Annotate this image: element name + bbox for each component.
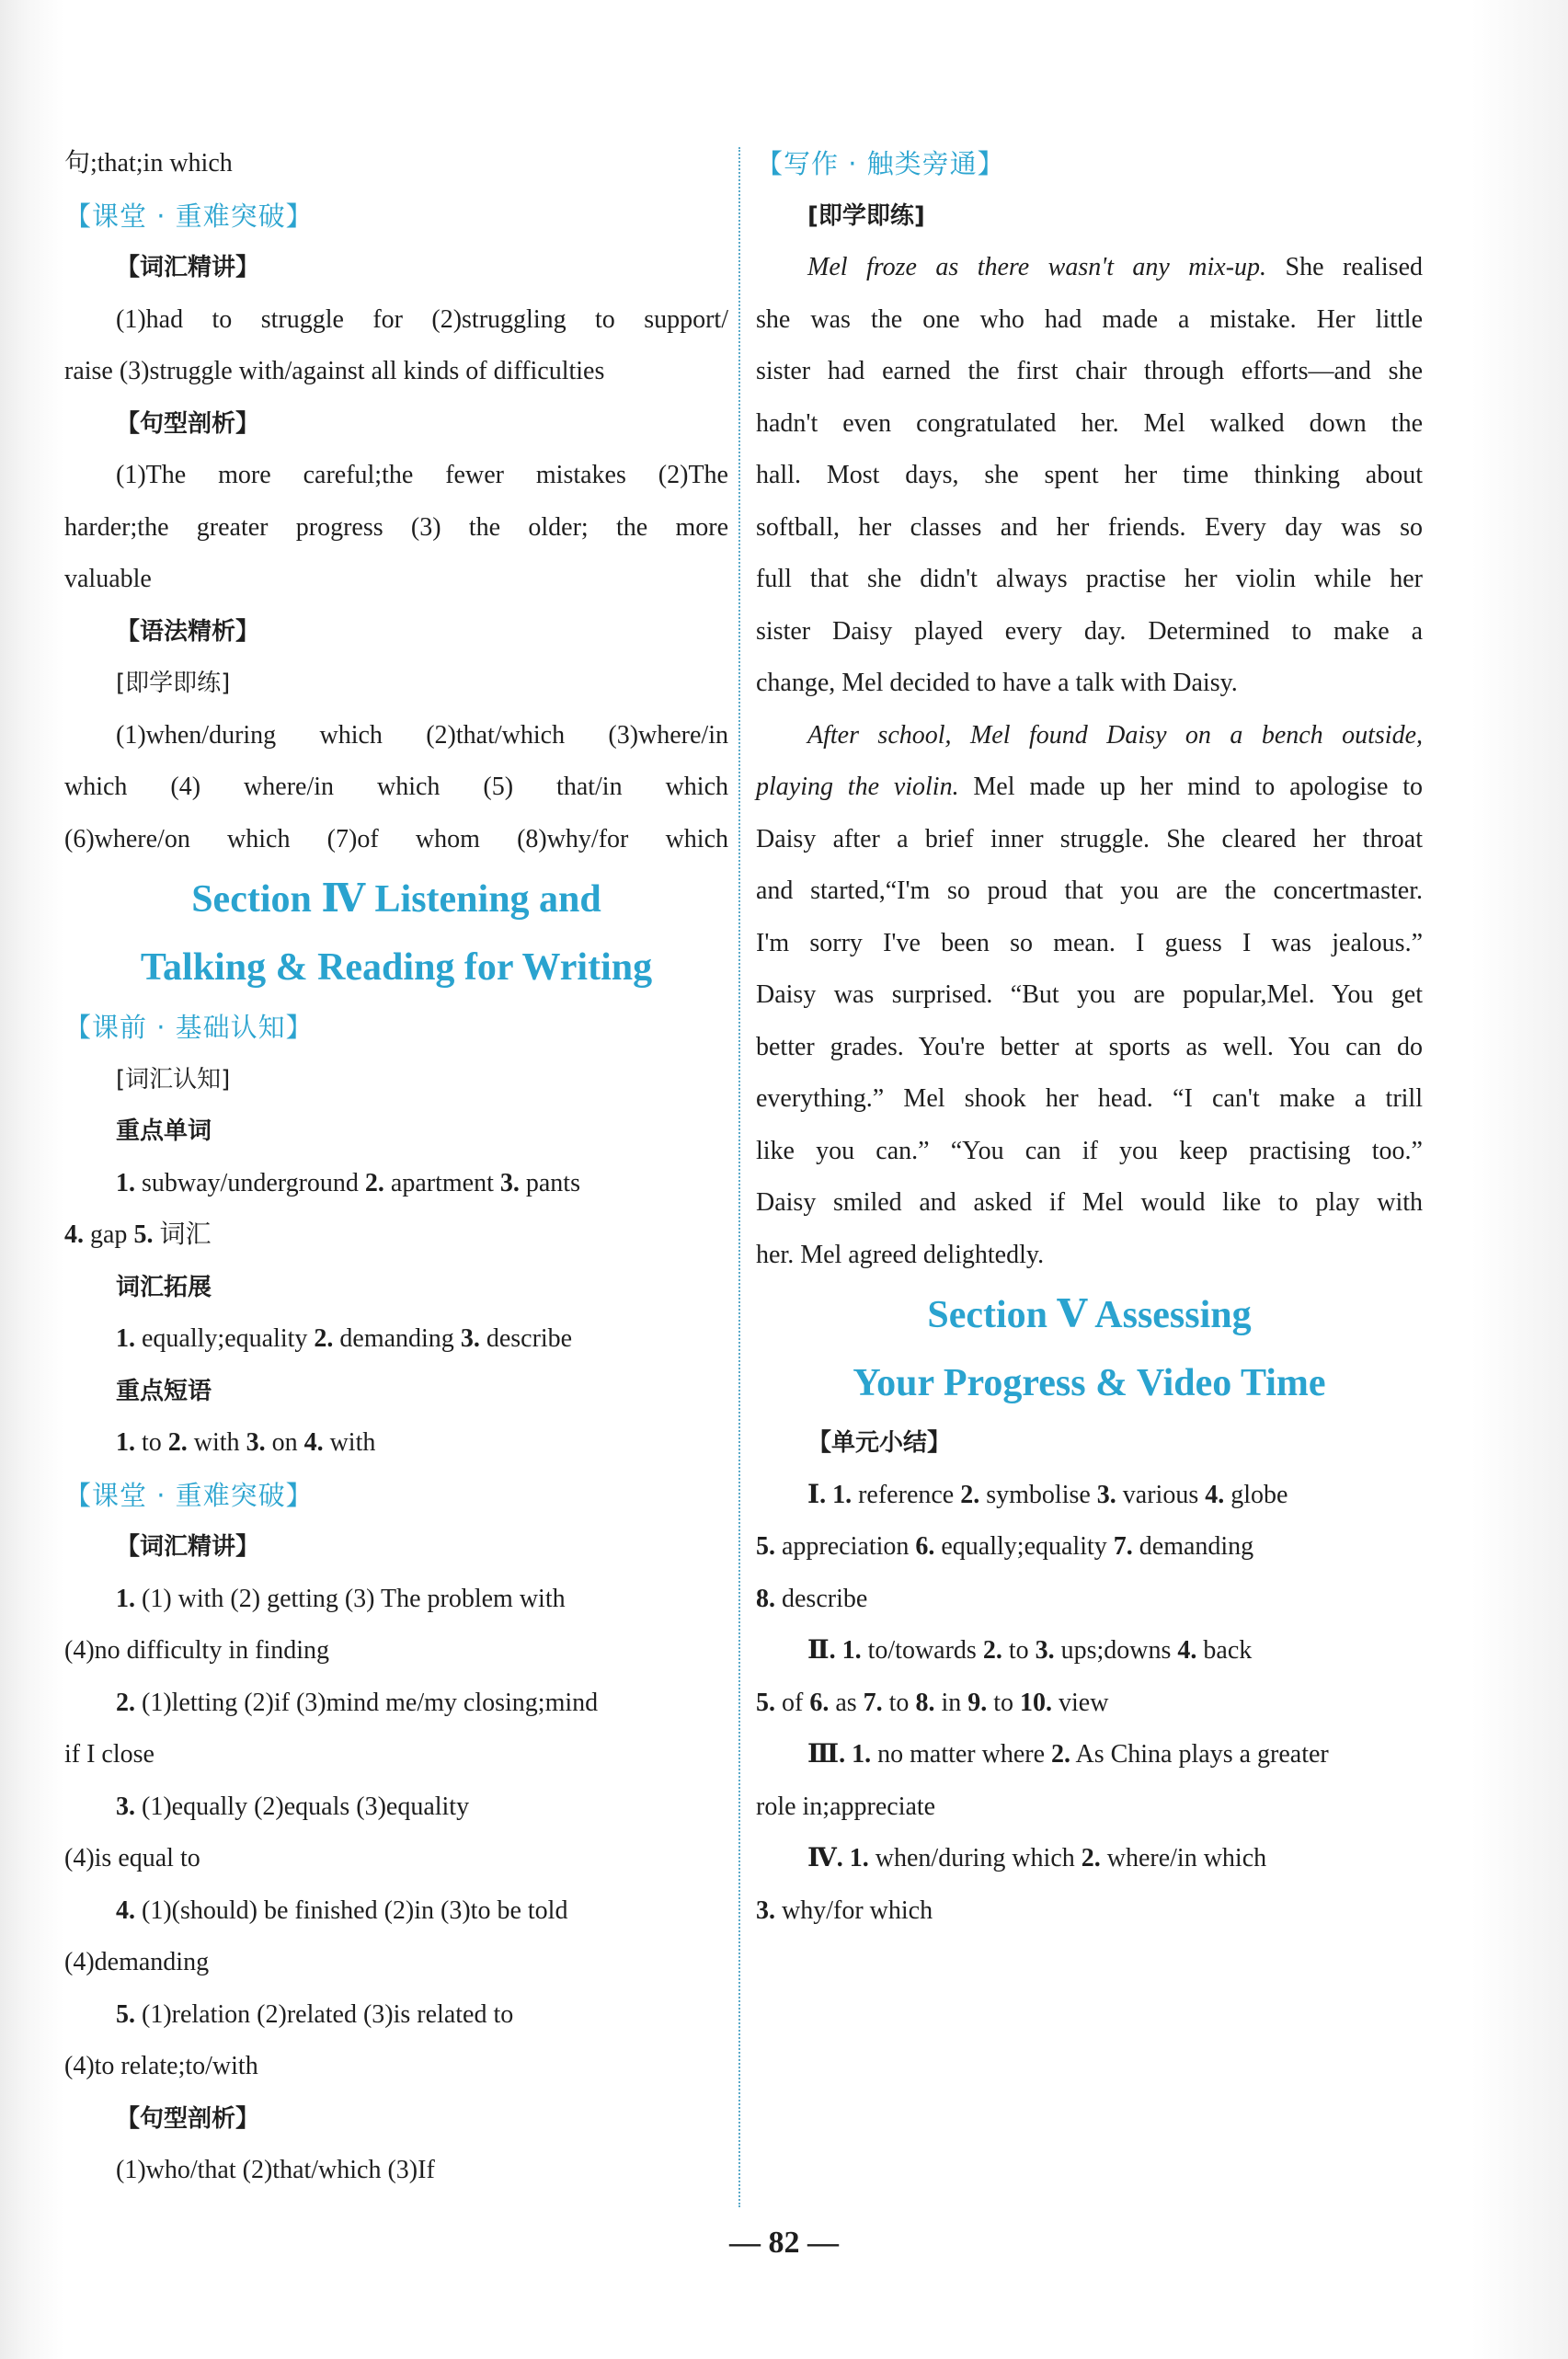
section-title: Your Progress & Video Time xyxy=(853,1362,1326,1404)
subheading: 词汇拓展 xyxy=(116,1273,212,1301)
text-line: and started,“I'm so proud that you are the concertmaster. xyxy=(756,876,1423,905)
answer-line: Ⅳ. 1. when/during which 2. where/in which xyxy=(807,1844,1267,1872)
subheading: [即学即练] xyxy=(116,670,231,697)
answer-line: 1. equally;equality 2. demanding 3. describe xyxy=(116,1324,573,1353)
subheading: [词汇认知] xyxy=(116,1065,231,1094)
answer-line: 5. (1)relation (2)related (3)is related to xyxy=(116,1999,514,2029)
text-line: change, Mel decided to have a talk with Daisy. xyxy=(756,669,1238,697)
subheading: 【单元小结】 xyxy=(807,1429,952,1457)
answer-line: 1. subway/underground 2. apartment 3. pants xyxy=(116,1168,580,1197)
subheading: 【句型剖析】 xyxy=(116,409,260,438)
answer-line: 5. appreciation 6. equally;equality 7. demanding xyxy=(756,1532,1254,1561)
section-title: Section Ⅴ Assessing xyxy=(927,1294,1252,1336)
text-line: raise (3)struggle with/against all kinds of difficulties xyxy=(64,357,605,385)
text-line: her. Mel agreed delightedly. xyxy=(756,1240,1045,1269)
text-line: sister had earned the first chair through efforts—and she xyxy=(756,357,1423,385)
subheading: 【词汇精讲】 xyxy=(116,1533,260,1561)
section-header: 【课堂 · 重难突破】 xyxy=(64,200,314,232)
text-line: which (4) where/in which (5) that/in which xyxy=(64,773,728,801)
text-line: (1)when/during which (2)that/which (3)where/in xyxy=(116,720,728,750)
text-line: (1)The more careful;the fewer mistakes (2)The xyxy=(116,461,728,489)
text-line: she was the one who had made a mistake. Her little xyxy=(756,304,1423,334)
text-line: Daisy was surprised. “But you are popular,Mel. You get xyxy=(756,980,1423,1009)
text-line: role in;appreciate xyxy=(756,1792,936,1821)
section-header: 【写作 · 触类旁通】 xyxy=(756,148,1005,179)
answer-line: 3. why/for which xyxy=(756,1895,933,1925)
subheading: 【句型剖析】 xyxy=(116,2104,260,2133)
text-line: (6)where/on which (7)of whom (8)why/for which xyxy=(64,824,728,853)
text-line: harder;the greater progress (3) the older; the more xyxy=(64,512,728,542)
text-line: (1)had to struggle for (2)struggling to support/ xyxy=(116,304,728,334)
text-line: playing the violin. Mel made up her mind to apologise to xyxy=(756,773,1423,801)
text-line: (1)who/that (2)that/which (3)If xyxy=(116,2156,435,2184)
answer-line: 1. to 2. with 3. on 4. with xyxy=(116,1428,376,1457)
subheading: 【词汇精讲】 xyxy=(116,254,260,281)
right-column xyxy=(756,138,1423,1937)
answer-line: Ⅲ. 1. no matter where 2. As China plays a greater xyxy=(807,1740,1329,1769)
text-line: (4)to relate;to/with xyxy=(64,2052,258,2080)
text-line: I'm sorry I've been so mean. I guess I was jealous.” xyxy=(756,928,1423,957)
answer-line: Ⅰ. 1. reference 2. symbolise 3. various 4. globe xyxy=(807,1480,1288,1509)
answer-line: 8. describe xyxy=(756,1584,868,1613)
page-number: — 82 — xyxy=(729,2226,839,2260)
section-title: Section Ⅳ Listening and xyxy=(191,878,601,921)
text-line: full that she didn't always practise her violin while her xyxy=(756,565,1423,593)
text-line: (4)no difficulty in finding xyxy=(64,1636,329,1665)
text-line: Daisy after a brief inner struggle. She cleared her throat xyxy=(756,824,1423,853)
subheading: 【语法精析】 xyxy=(116,617,260,646)
text-line: Mel froze as there wasn't any mix-up. She realised xyxy=(807,253,1424,281)
answer-line: 4. gap 5. 词汇 xyxy=(64,1220,212,1249)
text-line: hadn't even congratulated her. Mel walked down the xyxy=(756,408,1423,438)
section-header: 【课堂 · 重难突破】 xyxy=(64,1479,314,1511)
text-line: if I close xyxy=(64,1740,155,1769)
subheading: 重点短语 xyxy=(116,1377,212,1405)
left-column xyxy=(64,138,728,2197)
text-line: 句;that;in which xyxy=(64,149,233,177)
column-divider xyxy=(738,147,740,2207)
text-line: After school, Mel found Daisy on a bench outside, xyxy=(807,720,1423,750)
text-line: like you can.” “You can if you keep practising too.” xyxy=(756,1136,1423,1165)
answer-line: 2. (1)letting (2)if (3)mind me/my closing;mind xyxy=(116,1688,599,1717)
subheading: 重点单词 xyxy=(116,1117,212,1145)
text-line: better grades. You're better at sports as well. You can do xyxy=(756,1032,1423,1061)
section-title: Talking & Reading for Writing xyxy=(140,946,653,989)
text-line: Daisy smiled and asked if Mel would like to play with xyxy=(756,1188,1423,1217)
text-line: sister Daisy played every day. Determined to make a xyxy=(756,616,1423,646)
subheading: [即学即练] xyxy=(807,201,925,230)
answer-line: 4. (1)(should) be finished (2)in (3)to be told xyxy=(116,1895,568,1925)
text-line: softball, her classes and her friends. Every day was so xyxy=(756,512,1423,542)
text-line: hall. Most days, she spent her time thinking about xyxy=(756,461,1423,489)
section-header: 【课前 · 基础认知】 xyxy=(64,1012,314,1043)
answer-line: Ⅱ. 1. to/towards 2. to 3. ups;downs 4. back xyxy=(807,1636,1253,1665)
answer-line: 1. (1) with (2) getting (3) The problem with xyxy=(116,1584,566,1613)
text-line: valuable xyxy=(64,565,152,593)
text-line: (4)is equal to xyxy=(64,1844,200,1872)
answer-line: 3. (1)equally (2)equals (3)equality xyxy=(116,1792,470,1821)
text-line: (4)demanding xyxy=(64,1948,210,1976)
answer-line: 5. of 6. as 7. to 8. in 9. to 10. view xyxy=(756,1688,1109,1717)
text-line: everything.” Mel shook her head. “I can't make a trill xyxy=(756,1084,1423,1113)
